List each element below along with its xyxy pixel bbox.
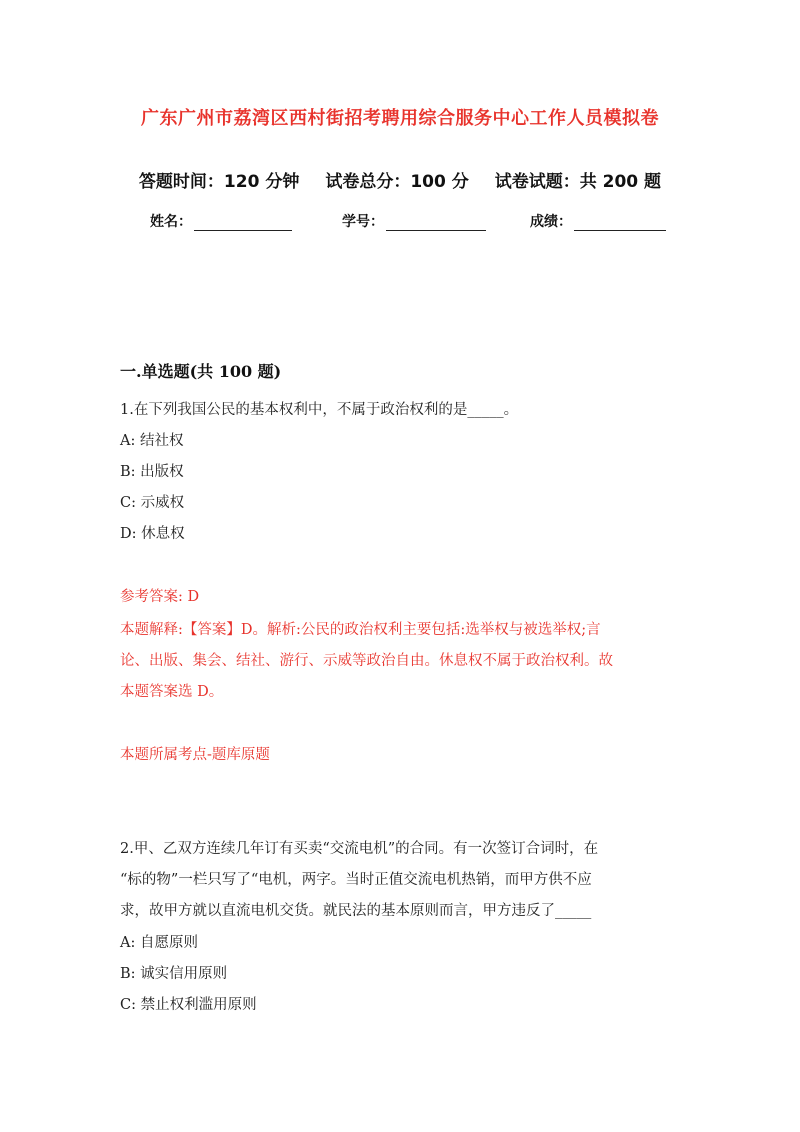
- name-field: [150, 211, 292, 231]
- name-blank: [194, 216, 292, 231]
- section-title: 一.单选题(共 100 题): [120, 362, 282, 381]
- question-1-explanation-line-2: 论、出版、集会、结社、游行、示威等政治自由。休息权不属于政治权利。故: [120, 653, 613, 669]
- question-2-option-c: C: 禁止权利滥用原则: [120, 997, 257, 1013]
- question-2-text-line-1: 2.甲、乙双方连续几年订有买卖“交流电机”的合同。有一次签订合词时，在: [120, 841, 599, 857]
- exam-total-score: 试卷总分：100 分: [325, 172, 469, 192]
- exam-question-count: 试卷试题：共 200 题: [494, 172, 662, 192]
- question-1-text: 1.在下列我国公民的基本权利中，不属于政治权利的是_____。: [120, 402, 519, 418]
- exam-time: 答题时间：120 分钟: [138, 172, 300, 192]
- question-2-option-b: B: 诚实信用原则: [120, 966, 228, 982]
- question-1-option-b: B: 出版权: [120, 464, 184, 480]
- name-label: 姓名：: [150, 214, 192, 230]
- id-field: [342, 211, 486, 231]
- question-2-text-line-2: “标的物”一栏只写了“电机，两字。当时正值交流电机热销，而甲方供不应: [120, 872, 592, 888]
- exam-title: 广东广州市荔湾区西村街招考聘用综合服务中心工作人员模拟卷: [141, 108, 659, 129]
- question-1-explanation-line-1: 本题解释:【答案】D。解析:公民的政治权利主要包括:选举权与被选举权;言: [120, 622, 601, 638]
- question-2-option-a: A: 自愿原则: [120, 935, 198, 951]
- exam-info-bar: [0, 167, 800, 192]
- grade-field: [530, 211, 666, 231]
- id-label: 学号：: [342, 214, 384, 230]
- question-2-text-line-3: 求，故甲方就以直流电机交货。就民法的基本原则而言，甲方违反了_____: [120, 903, 592, 919]
- question-1-answer: 参考答案: D: [120, 589, 200, 605]
- grade-blank: [574, 216, 666, 231]
- question-1-option-c: C: 示威权: [120, 495, 185, 511]
- grade-label: 成绩：: [530, 214, 572, 230]
- question-1-explanation-line-3: 本题答案选 D。: [120, 684, 224, 700]
- question-1-source: 本题所属考点-题库原题: [120, 747, 270, 763]
- question-1-option-d: D: 休息权: [120, 526, 185, 542]
- question-1-option-a: A: 结社权: [120, 433, 184, 449]
- id-blank: [386, 216, 486, 231]
